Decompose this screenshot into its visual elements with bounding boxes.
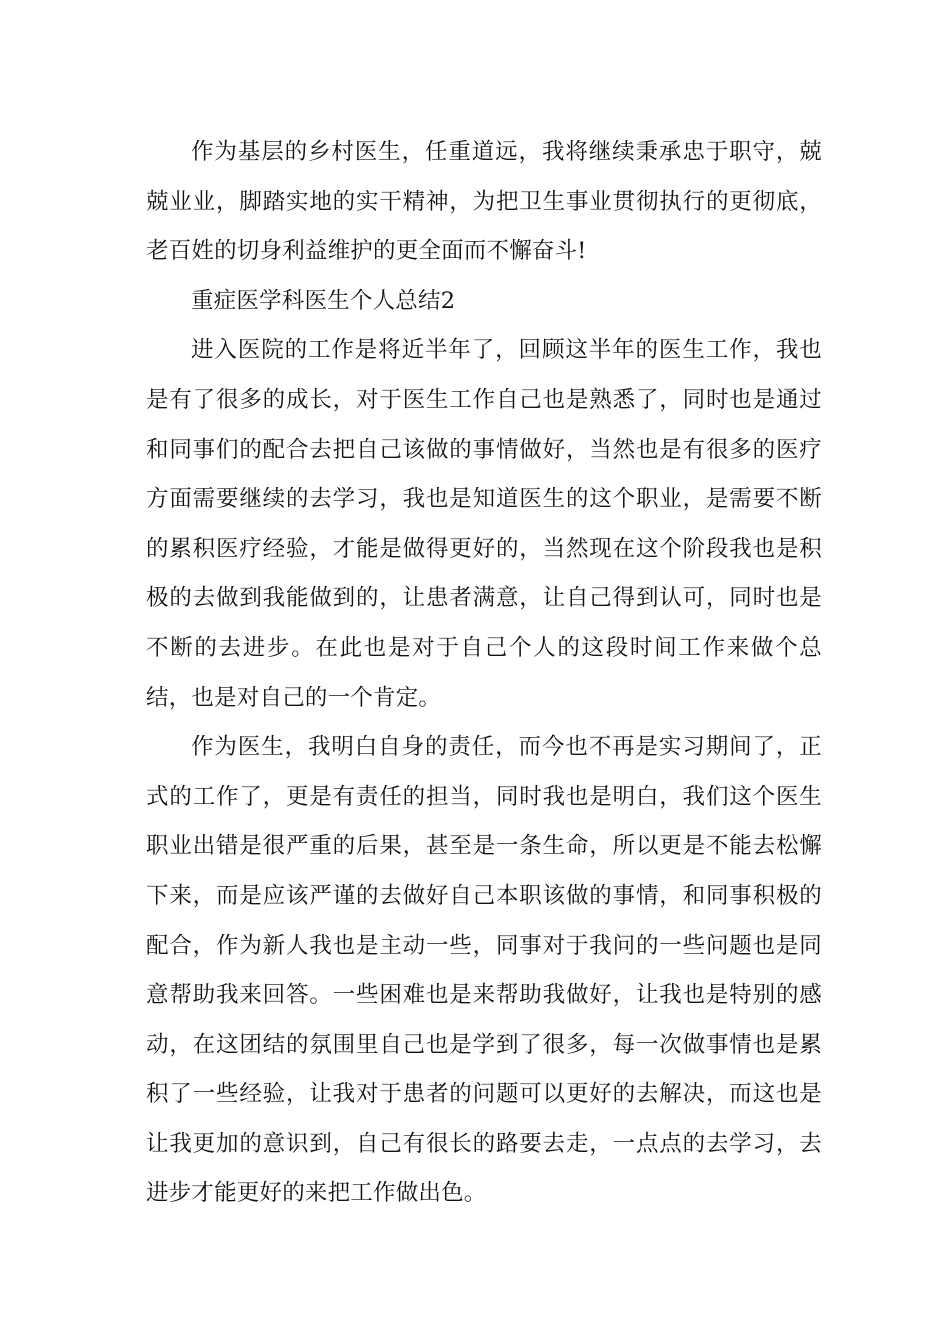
document-body [146, 128, 822, 1219]
section-heading: 重症医学科医生个人总结2 [191, 287, 456, 314]
paragraph-closing-commitment: 作为基层的乡村医生，任重道远，我将继续秉承忠于职守，兢兢业业，脚踏实地的实干精神，为把卫生事业贯彻执行的更彻底，老百姓的切身利益维护的更全面而不懈奋斗! [146, 139, 822, 265]
paragraph-responsibility: 作为医生，我明白自身的责任，而今也不再是实习期间了，正式的工作了，更是有责任的担当，同时我也是明白，我们这个医生职业出错是很严重的后果，甚至是一条生命，所以更是不能去松懈下来，而是应该严谨的去做好自己本职该做的事情，和同事积极的配合，作为新人我也是主动一些，同事对于我问的一些问题也是同意帮助我来回答。一些困难也是来帮助我做好，让我也是特别的感动，在这团结的氛围里自己也是学到了很多，每一次做事情也是累积了一些经验，让我对于患者的问题可以更好的去解决，而这也是让我更加的意识到，自己有很长的路要去走，一点点的去学习，去进步才能更好的来把工作做出色。 [146, 734, 822, 1207]
paragraph-half-year-review: 进入医院的工作是将近半年了，回顾这半年的医生工作，我也是有了很多的成长，对于医生工作自己也是熟悉了，同时也是通过和同事们的配合去把自己该做的事情做好，当然也是有很多的医疗方面需要继续的去学习，我也是知道医生的这个职业，是需要不断的累积医疗经验，才能是做得更好的，当然现在这个阶段我也是积极的去做到我能做到的，让患者满意，让自己得到认可，同时也是不断的去进步。在此也是对于自己个人的这段时间工作来做个总结，也是对自己的一个肯定。 [146, 337, 822, 711]
